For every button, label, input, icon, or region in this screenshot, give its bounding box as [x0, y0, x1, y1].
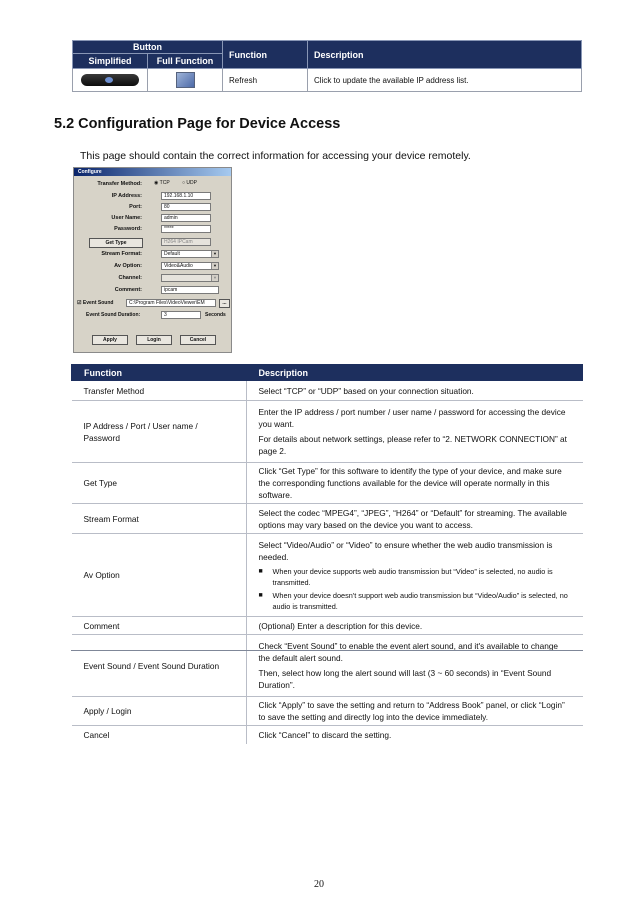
table-row: [72, 697, 583, 726]
page-number: 20: [314, 879, 324, 890]
table-row: [72, 617, 583, 635]
header-simplified: Simplified: [73, 54, 148, 69]
channel-label: Channel:: [118, 275, 142, 281]
row-function: IP Address / Port / User name / Password: [72, 401, 247, 463]
function-table: [71, 364, 583, 744]
table-row: [72, 635, 583, 697]
row-description: Click “Apply” to save the setting and return to “Address Book” panel, or click “Login” to save the setting and directly log into the device immediately.: [246, 697, 583, 726]
chevron-down-icon: ▼: [211, 275, 218, 281]
tcp-label: TCP: [159, 180, 170, 186]
user-label: User Name:: [111, 215, 142, 221]
seconds-label: Seconds: [205, 312, 226, 318]
section-heading: 5.2 Configuration Page for Device Access: [54, 116, 341, 132]
row-description: Select the codec “MPEG4”, “JPEG”, “H264” or “Default” for streaming. The available options may vary based on the device you want to access.: [246, 504, 583, 534]
stream-select[interactable]: [161, 250, 219, 258]
row-description: Click “Cancel” to discard the setting.: [246, 726, 583, 744]
av-value: Video&Audio: [164, 263, 193, 269]
udp-label: UDP: [186, 180, 197, 186]
user-input[interactable]: admin: [161, 214, 211, 222]
table-row: [72, 726, 583, 744]
simplified-refresh-cell: [73, 69, 148, 92]
header-function: Function: [223, 41, 308, 69]
configure-dialog: [73, 167, 232, 353]
bullet-list: [259, 566, 571, 612]
port-label: Port:: [129, 204, 142, 210]
browse-button[interactable]: ...: [219, 299, 230, 308]
duration-label: Event Sound Duration:: [86, 312, 141, 318]
login-button[interactable]: Login: [136, 335, 172, 345]
row-function: Av Option: [72, 534, 247, 617]
row-function: Comment: [72, 617, 247, 635]
get-type-button[interactable]: Get Type: [89, 238, 143, 248]
description-line: Check “Event Sound” to enable the event alert sound, and it's available to change the default alert sound.: [258, 641, 559, 663]
ip-label: IP Address:: [111, 193, 142, 199]
description-line: Then, select how long the alert sound will last (3 ~ 60 seconds) in “Event Sound Duration”.: [258, 668, 552, 690]
apply-button[interactable]: Apply: [92, 335, 128, 345]
row-description: Click “Get Type” for this software to identify the type of your device, and make sure the corresponding functions available for the device will operate normally in this software.: [246, 463, 583, 504]
header-description: Description: [246, 365, 583, 381]
comment-input[interactable]: ipcam: [161, 286, 219, 294]
table-row: [72, 534, 583, 617]
table-row: [72, 504, 583, 534]
row-description: (Optional) Enter a description for this device.: [246, 617, 583, 635]
ip-input[interactable]: 192.168.1.10: [161, 192, 211, 200]
bullet-item: ■ When your device supports web audio transmission but “Video” is selected, no audio is transmitted.: [259, 566, 571, 588]
comment-label: Comment:: [114, 287, 142, 293]
header-function: Function: [72, 365, 247, 381]
av-label: Av Option:: [114, 263, 142, 269]
row-function: Cancel: [72, 726, 247, 744]
refresh-simplified-icon[interactable]: [81, 74, 139, 86]
duration-input[interactable]: 3: [161, 311, 201, 319]
chevron-down-icon[interactable]: ▼: [211, 263, 218, 269]
refresh-full-icon[interactable]: [176, 72, 195, 88]
bullet-item: ■ When your device doesn't support web audio transmission but “Video/Audio” is selected, no audio is transmitted.: [259, 590, 571, 612]
header-full-function: Full Function: [148, 54, 223, 69]
button-table: [72, 40, 582, 92]
tcp-radio[interactable]: ◉ TCP: [154, 180, 170, 186]
refresh-description: Click to update the available IP address list.: [308, 69, 582, 92]
row-function: Stream Format: [72, 504, 247, 534]
table-row: [72, 381, 583, 401]
full-refresh-cell: [148, 69, 223, 92]
chevron-down-icon[interactable]: ▼: [211, 251, 218, 257]
intro-text: This page should contain the correct information for accessing your device remotely.: [80, 150, 471, 162]
av-select[interactable]: [161, 262, 219, 270]
row-function: Apply / Login: [72, 697, 247, 726]
stream-label: Stream Format:: [101, 251, 142, 257]
table-row: [72, 463, 583, 504]
description-line: Select “Video/Audio” or “Video” to ensure whether the web audio transmission is needed.: [258, 540, 553, 562]
transfer-method-label: Transfer Method:: [97, 181, 142, 187]
row-function: Transfer Method: [72, 381, 247, 401]
udp-radio[interactable]: ○ UDP: [182, 180, 197, 186]
event-sound-path-input[interactable]: C:\Program Files\VideoViewer\EM: [126, 299, 216, 307]
refresh-function: Refresh: [223, 69, 308, 92]
channel-select: [161, 274, 219, 282]
description-line: Enter the IP address / port number / user name / password for accessing the device you want.: [258, 407, 566, 429]
dialog-title: Configure: [74, 168, 231, 176]
password-input[interactable]: *****: [161, 225, 211, 233]
port-input[interactable]: 80: [161, 203, 211, 211]
description-line: For details about network settings, please refer to “2. NETWORK CONNECTION” at page 2.: [258, 434, 567, 456]
device-type-field: H264 IPCam: [161, 238, 211, 246]
event-sound-checkbox[interactable]: ☑ Event Sound: [77, 300, 114, 306]
row-function: Event Sound / Event Sound Duration: [72, 635, 247, 697]
table-row: [72, 401, 583, 463]
header-button: Button: [73, 41, 223, 54]
cancel-button[interactable]: Cancel: [180, 335, 216, 345]
stream-value: Default: [164, 251, 180, 257]
password-label: Password:: [114, 226, 142, 232]
header-description: Description: [308, 41, 582, 69]
row-description: [246, 401, 583, 463]
row-description: [246, 635, 583, 697]
row-description: Select “TCP” or “UDP” based on your connection situation.: [246, 381, 583, 401]
row-description: [246, 534, 583, 617]
event-sound-label: Event Sound: [82, 300, 114, 306]
row-function: Get Type: [72, 463, 247, 504]
